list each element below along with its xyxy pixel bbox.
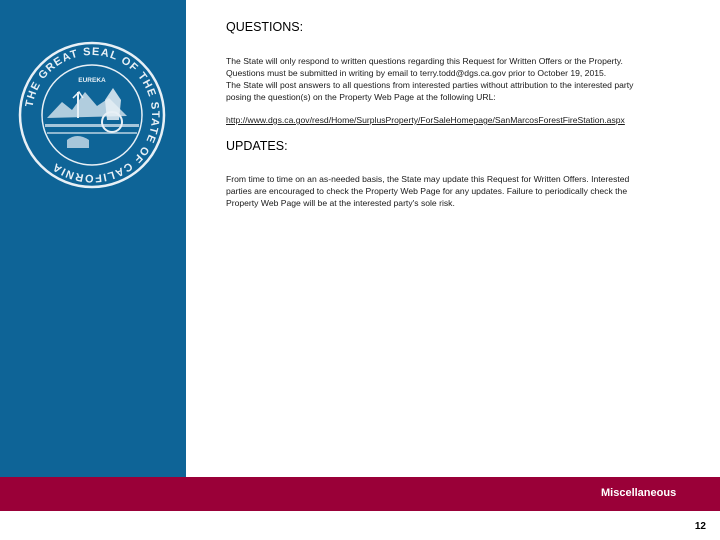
state-seal-icon <box>17 40 167 190</box>
questions-line: posing the question(s) on the Property Web Page at the following URL: <box>226 92 496 102</box>
updates-heading: UPDATES: <box>226 139 288 153</box>
updates-line: parties are encouraged to check the Property Web Page for any updates. Failure to periodically check the <box>226 186 628 196</box>
updates-line: From time to time on an as-needed basis, the State may update this Request for Written Offers. Interested <box>226 174 630 184</box>
page-number: 12 <box>694 521 706 532</box>
questions-body <box>226 55 704 103</box>
seal-motto: EUREKA <box>78 77 106 84</box>
section-label: Miscellaneous <box>601 487 677 499</box>
questions-line: Questions must be submitted in writing by email to terry.todd@dgs.ca.gov prior to October 19, 2015. <box>226 68 607 78</box>
updates-body <box>226 173 704 209</box>
questions-line: The State will post answers to all questions from interested parties without attribution to the interested party <box>226 80 634 90</box>
questions-heading: QUESTIONS: <box>226 20 304 34</box>
sidebar-panel <box>0 0 186 477</box>
seal-ring-text: THE GREAT SEAL OF THE STATE OF CALIFORNIA <box>23 45 162 185</box>
updates-line: Property Web Page will be at the interested party's sole risk. <box>226 198 455 208</box>
property-web-page-link[interactable]: http://www.dgs.ca.gov/resd/Home/SurplusProperty/ForSaleHomepage/SanMarcosForestFireStation.aspx <box>226 115 625 125</box>
questions-line: The State will only respond to written questions regarding this Request for Written Offers or the Property. <box>226 56 623 66</box>
